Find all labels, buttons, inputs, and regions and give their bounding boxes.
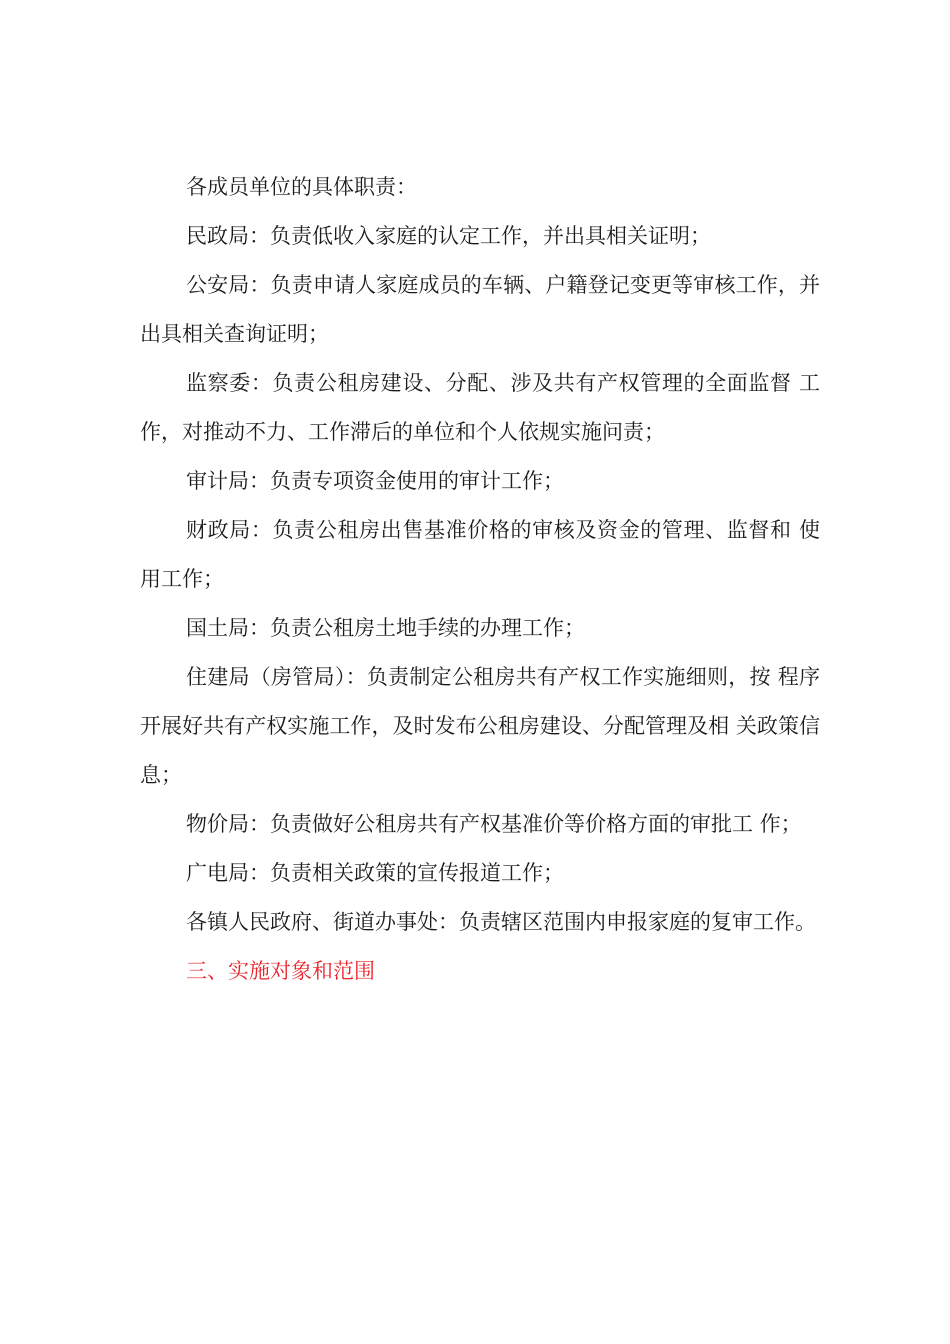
paragraph-intro: 各成员单位的具体职责： [186,175,417,199]
paragraph-civil-affairs: 民政局：负责低收入家庭的认定工作，并出具相关证明； [186,224,711,248]
paragraph-pricing: 物价局：负责做好公租房共有产权基准价等价格方面的审批工 作； [186,812,802,836]
paragraph-finance: 财政局：负责公租房出售基准价格的审核及资金的管理、监督和 使用工作； [140,518,820,591]
section-heading: 三、实施对象和范围 [186,959,375,983]
paragraph-supervision: 监察委：负责公租房建设、分配、涉及共有产权管理的全面监督 工作，对推动不力、工作滞后的单位和个人依规实施问责； [140,371,820,444]
paragraph-public-security: 公安局：负责申请人家庭成员的车辆、户籍登记变更等审核工作，并出具相关查询证明； [140,273,820,346]
document-body [140,163,820,996]
paragraph-land: 国土局：负责公租房土地手续的办理工作； [186,616,585,640]
paragraph-broadcasting: 广电局：负责相关政策的宣传报道工作； [186,861,564,885]
paragraph-housing: 住建局（房管局）：负责制定公租房共有产权工作实施细则，按 程序开展好共有产权实施工作，及时发布公租房建设、分配管理及相 关政策信息； [140,665,820,787]
paragraph-towns: 各镇人民政府、街道办事处：负责辖区范围内申报家庭的复审工作。 [186,910,816,934]
paragraph-audit: 审计局：负责专项资金使用的审计工作； [186,469,564,493]
